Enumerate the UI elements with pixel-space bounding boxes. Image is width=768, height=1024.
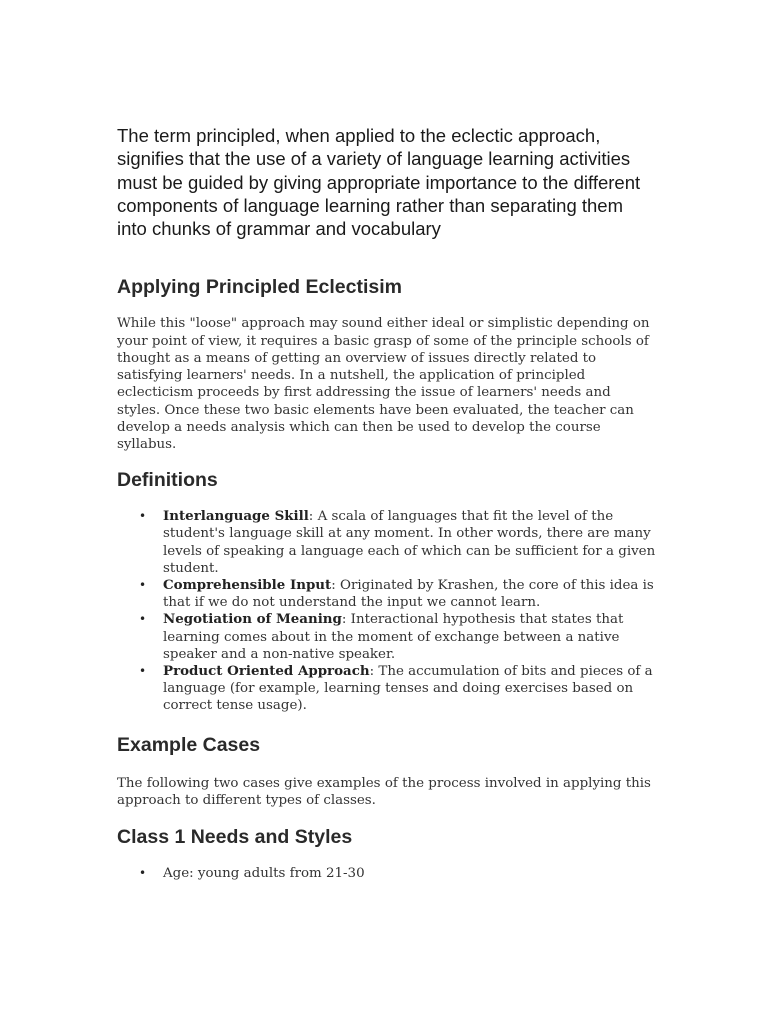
class1-item-text: Age: young adults from 21-30 <box>163 865 365 881</box>
definitions-list <box>117 508 657 714</box>
heading-example-cases: Example Cases <box>117 733 261 756</box>
bullet-icon: • <box>139 577 147 592</box>
definition-term: Negotiation of Meaning <box>163 611 342 628</box>
definition-item <box>117 611 657 663</box>
document-page <box>117 124 657 882</box>
bullet-icon: • <box>139 865 147 880</box>
bullet-icon: • <box>139 612 147 627</box>
definition-item <box>117 663 657 715</box>
definition-item <box>117 508 657 577</box>
bullet-icon: • <box>139 509 147 524</box>
definition-item <box>117 577 657 611</box>
heading-class-1-needs-and-styles: Class 1 Needs and Styles <box>117 825 353 848</box>
definition-text: : Interactional hypothesis that states that learning comes about in the moment of exchange between a native speaker and a non-native speaker. <box>163 612 624 662</box>
applying-paragraph: While this "loose" approach may sound either ideal or simplistic depending on your point of view, it requires a basic grasp of some of the principle schools of thought as a means of getting an overview of issues directly related to satisfying learners' needs. In a nutshell, the application of principled eclecticism proceeds by first addressing the issue of learners' needs and styles. Once these two basic elements have been evaluated, the teacher can develop a needs analysis which can then be used to develop the course syllabus. <box>117 316 650 452</box>
definition-text: : The accumulation of bits and pieces of a language (for example, learning tenses and doing exercises based on correct tense usage). <box>163 663 653 714</box>
definition-text: : A scala of languages that fit the level of the student's language skill at any moment. In other words, there are many levels of speaking a language each of which can be sufficient for a given student. <box>163 509 656 576</box>
heading-applying-principled-eclectisim: Applying Principled Eclectisim <box>117 276 402 299</box>
heading-definitions: Definitions <box>117 469 218 492</box>
class1-item <box>117 865 657 882</box>
example-paragraph: The following two cases give examples of the process involved in applying this approach to different types of classes. <box>117 775 651 808</box>
definition-term: Product Oriented Approach <box>163 662 370 679</box>
bullet-icon: • <box>139 663 147 678</box>
intro-paragraph: The term principled, when applied to the eclectic approach, signifies that the use of a variety of language learning activities must be guided by giving appropriate importance to the different components of language learning rather than separating them into chunks of grammar and vocabulary <box>117 125 641 240</box>
definition-text: : Originated by Krashen, the core of this idea is that if we do not understand the input we cannot learn. <box>163 577 654 611</box>
class1-list <box>117 865 657 882</box>
definition-term: Interlanguage Skill <box>163 508 309 525</box>
definition-term: Comprehensible Input <box>163 576 332 593</box>
